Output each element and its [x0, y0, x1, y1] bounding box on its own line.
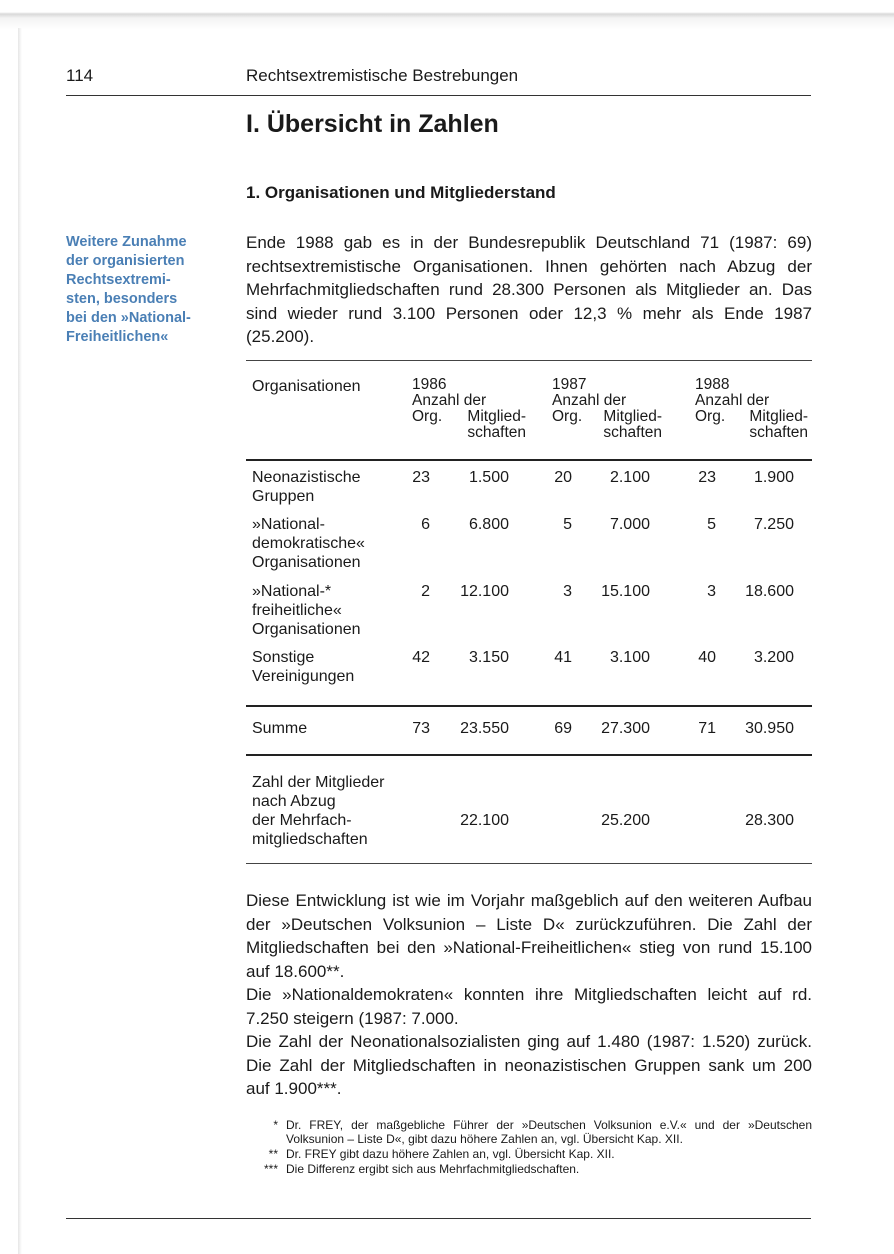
footnote-mark: ***	[263, 1162, 278, 1176]
intro-paragraph-text: Ende 1988 gab es in der Bundesrepublik Deutschland 71 (1987: 69) rechtsextremistische Organisationen. Ihnen gehörten nach Abzug der Mehrfachmitgliedschaften rund 28.300 Personen als Mitglieder an. Das sind wieder rund 3.100 Personen oder 12,3 % mehr als Ende 1987 (25.200).	[246, 233, 812, 346]
anzahl-header-1987: Anzahl der	[552, 392, 627, 409]
footnote-mark: **	[268, 1147, 278, 1161]
page-number: 114	[66, 66, 94, 85]
margin-note	[66, 233, 226, 347]
sum-org-1987: 69	[554, 720, 572, 737]
sum-mit-1987: 27.300	[601, 720, 650, 737]
footnote-text: Die Differenz ergibt sich aus Mehrfachmitgliedschaften.	[286, 1162, 580, 1176]
schaften-header-1987: schaften	[603, 424, 662, 441]
body-text	[246, 889, 812, 1101]
cell-org-1986: 6	[421, 516, 430, 533]
body-paragraph: Die »Nationaldemokraten« konnten ihre Mitgliedschaften leicht auf rd. 7.250 steigern (1987: 7.000.	[246, 985, 812, 1028]
table-bottom-rule	[246, 863, 812, 864]
table-row-label: »National- demokratische« Organisationen	[252, 516, 365, 571]
table-row-label: »National-* freiheitliche« Organisationen	[252, 583, 361, 638]
cell-org-1988: 5	[707, 516, 716, 533]
year-header-1987: 1987	[552, 376, 587, 393]
membership-table	[246, 360, 812, 866]
cell-org-1987: 20	[554, 469, 572, 486]
chapter-title: I. Übersicht in Zahlen	[246, 110, 499, 138]
mitglied-header-1988: Mitglied-	[749, 408, 808, 425]
footnote-text: Dr. FREY gibt dazu höhere Zahlen an, vgl. Übersicht Kap. XII.	[286, 1147, 615, 1161]
table-net-rule	[246, 754, 812, 756]
footnote-mark: *	[273, 1118, 278, 1132]
cell-org-1988: 23	[698, 469, 716, 486]
cell-mit-1986: 12.100	[460, 583, 509, 600]
cell-org-1986: 23	[412, 469, 430, 486]
footer-rule	[66, 1218, 811, 1219]
footnotes	[246, 1118, 812, 1177]
header-rule	[66, 95, 811, 96]
footnote	[246, 1162, 812, 1176]
table-row-label: Sonstige Vereinigungen	[252, 649, 355, 685]
cell-mit-1987: 2.100	[609, 469, 650, 486]
sum-mit-1988: 30.950	[745, 720, 794, 737]
margin-note-line: Rechtsextremi-	[66, 272, 171, 288]
year-header-1986: 1986	[412, 376, 447, 393]
mitglied-header-1987: Mitglied-	[603, 408, 662, 425]
net-mit-1987: 25.200	[601, 812, 650, 829]
cell-org-1986: 42	[412, 649, 430, 666]
anzahl-header-1988: Anzahl der	[695, 392, 770, 409]
schaften-header-1988: schaften	[749, 424, 808, 441]
org-header-1988: Org.	[695, 408, 726, 425]
sum-org-1988: 71	[698, 720, 716, 737]
cell-mit-1987: 15.100	[601, 583, 650, 600]
cell-org-1988: 40	[698, 649, 716, 666]
org-header-1986: Org.	[412, 408, 443, 425]
year-header-1988: 1988	[695, 376, 730, 393]
section-title: 1. Organisationen und Mitgliederstand	[246, 183, 556, 202]
table-sum-rule	[246, 705, 812, 707]
scan-edge-left	[18, 28, 22, 1254]
running-title: Rechtsextremistische Bestrebungen	[246, 66, 519, 85]
org-header-1987: Org.	[552, 408, 583, 425]
cell-mit-1988: 7.250	[753, 516, 794, 533]
cell-mit-1987: 7.000	[609, 516, 650, 533]
mitglied-header-1986: Mitglied-	[467, 408, 526, 425]
cell-mit-1988: 1.900	[753, 469, 794, 486]
body-paragraph: Die Zahl der Neonationalsozialisten ging auf 1.480 (1987: 1.520) zurück. Die Zahl der Mitgliedschaften in neonazistischen Gruppen sank um 200 auf 1.900***.	[246, 1032, 812, 1098]
intro-paragraph	[246, 231, 812, 349]
cell-mit-1988: 18.600	[745, 583, 794, 600]
cell-org-1987: 3	[563, 583, 572, 600]
sum-org-1986: 73	[412, 720, 430, 737]
cell-org-1986: 2	[421, 583, 430, 600]
footnote-text: Dr. FREY, der maßgebliche Führer der »Deutschen Volksunion e.V.« und der »Deutschen Volksunion – Liste D«, gibt dazu höhere Zahlen an, vgl. Übersicht Kap. XII.	[286, 1118, 812, 1146]
table-header-rule	[246, 459, 812, 461]
footnote	[246, 1147, 812, 1161]
net-mit-1988: 28.300	[745, 812, 794, 829]
footnote	[246, 1118, 812, 1146]
cell-org-1987: 5	[563, 516, 572, 533]
body-paragraph: Diese Entwicklung ist wie im Vorjahr maßgeblich auf den weiteren Aufbau der »Deutschen Volksunion – Liste D« zurückzuführen. Die Zahl der Mitgliedschaften bei den »National-Freiheitlichen« stieg von rund 15.100 auf 18.600**.	[246, 891, 812, 981]
margin-note-line: Weitere Zunahme	[66, 234, 187, 250]
scan-edge-top	[0, 0, 894, 30]
margin-note-line: Freiheitlichen«	[66, 329, 169, 345]
sum-row-label: Summe	[252, 720, 308, 737]
table-row-label: Neonazistische Gruppen	[252, 469, 361, 505]
cell-org-1987: 41	[554, 649, 572, 666]
sum-mit-1986: 23.550	[460, 720, 509, 737]
net-row-label: Zahl der Mitglieder nach Abzug der Mehrfach- mitgliedschaften	[252, 774, 385, 848]
margin-note-line: bei den »National-	[66, 310, 191, 326]
margin-note-line: der organisierten	[66, 253, 185, 269]
anzahl-header-1986: Anzahl der	[412, 392, 487, 409]
margin-note-line: sten, besonders	[66, 291, 178, 307]
table-rule	[246, 360, 812, 361]
cell-mit-1986: 1.500	[468, 469, 509, 486]
table-header-organisations: Organisationen	[252, 378, 361, 395]
cell-mit-1986: 3.150	[468, 649, 509, 666]
net-mit-1986: 22.100	[460, 812, 509, 829]
cell-mit-1986: 6.800	[468, 516, 509, 533]
cell-mit-1988: 3.200	[753, 649, 794, 666]
cell-org-1988: 3	[707, 583, 716, 600]
cell-mit-1987: 3.100	[609, 649, 650, 666]
schaften-header-1986: schaften	[467, 424, 526, 441]
